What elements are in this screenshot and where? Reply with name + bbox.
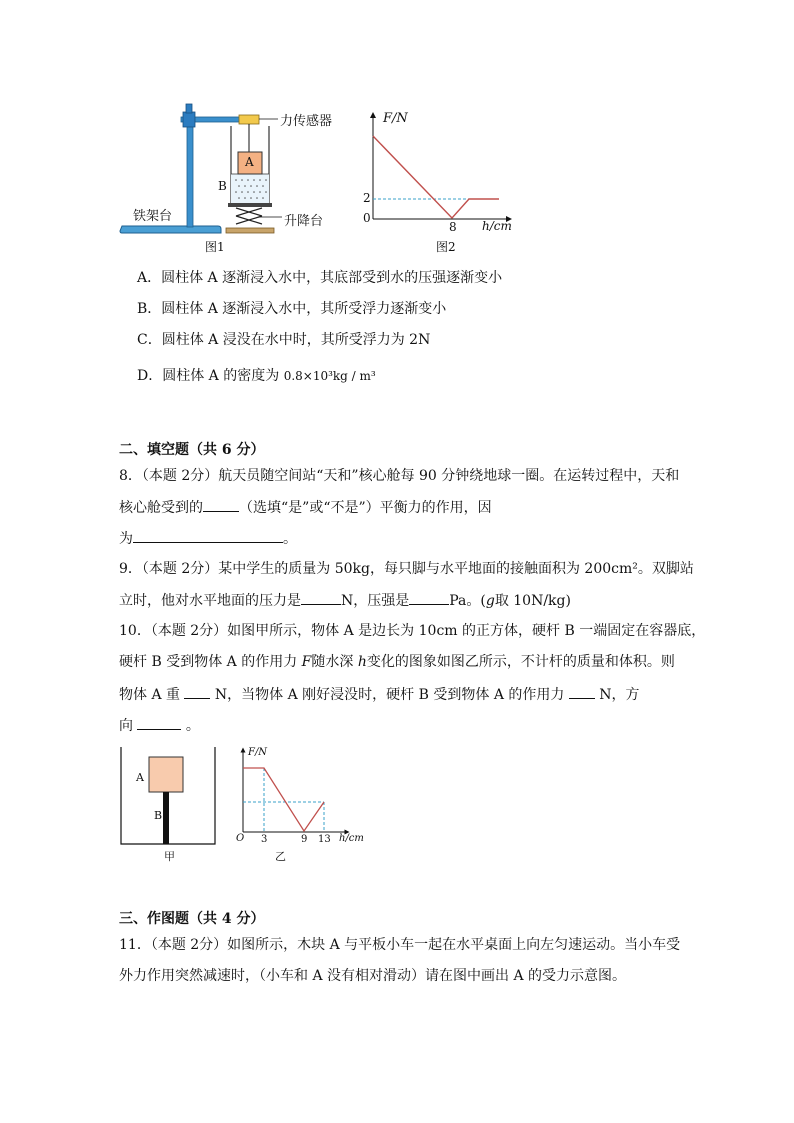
fig2-y-axis-label: F/N <box>383 111 408 126</box>
q10-text-d: 物体 A 重 <box>119 687 185 703</box>
q8-line-1: 8．（本题 2分）航天员随空间站“天和”核心舱每 90 分钟绕地球一圈。在运转过程中，天和 <box>119 468 680 484</box>
q9-text-c: Pa。( <box>449 593 486 609</box>
q10-text-f: N，方 <box>594 687 640 703</box>
fig2-x-axis-label: h/cm <box>482 219 512 233</box>
q8-text-c: 为 <box>119 531 133 547</box>
sensor-label: 力传感器 <box>280 114 333 129</box>
option-a: A．圆柱体 A 逐渐浸入水中，其底部受到水的压强逐渐变小 <box>137 270 503 286</box>
yi-tick-9: 9 <box>301 834 308 845</box>
yi-y-axis-label: F/N <box>248 747 268 758</box>
block-a-label: A <box>245 155 254 169</box>
option-c: C．圆柱体 A 浸没在水中时，其所受浮力为 2N <box>137 332 431 348</box>
jia-a-label: A <box>136 771 144 784</box>
q10-line-1: 10．（本题 2分）如图甲所示，物体 A 是边长为 10cm 的正方体，硬杆 B 一端固定在容器底， <box>119 623 706 639</box>
yi-x-axis-label: h/cm <box>339 833 364 844</box>
q8-text-a: 核心舱受到的 <box>119 500 203 516</box>
q8-text-b: （选填“是”或“不是”）平衡力的作用，因 <box>239 500 492 516</box>
jia-caption: 甲 <box>164 850 175 863</box>
q10-text-g: 向 <box>119 718 138 734</box>
section-2-heading: 二、填空题（共 6 分） <box>119 442 265 458</box>
q9-text-d: 取 10N/kg) <box>494 593 571 609</box>
option-d-value: 0.8×10³kg / m³ <box>283 369 376 383</box>
figure-1-caption: 图1 <box>205 240 225 254</box>
fig2-tick-8: 8 <box>449 220 457 234</box>
option-b: B．圆柱体 A 逐渐浸入水中，其所受浮力逐渐变小 <box>137 301 447 317</box>
yi-curve <box>243 768 324 831</box>
q10-text-e: N，当物体 A 刚好浸没时，硬杆 B 受到物体 A 的作用力 <box>210 687 569 703</box>
q9-g: g <box>485 593 495 609</box>
q10-text-a: 硬杆 B 受到物体 A 的作用力 <box>119 654 302 670</box>
q8-text-d: 。 <box>283 531 297 547</box>
q10-text-b: 随水深 <box>311 654 358 670</box>
fig2-tick-2: 2 <box>363 191 371 205</box>
yi-origin: O <box>236 833 245 844</box>
q11-line-1: 11．（本题 2分）如图所示，木块 A 与平板小车一起在水平桌面上向左匀速运动。当小车受 <box>119 937 681 953</box>
section-3-heading: 三、作图题（共 4 分） <box>119 911 265 927</box>
q9-text-b: N，压强是 <box>341 593 410 609</box>
option-d-prefix: D．圆柱体 A 的密度为 <box>137 368 284 384</box>
yi-tick-3: 3 <box>261 834 268 845</box>
q10-text-h: 。 <box>181 718 200 734</box>
q10-F: F <box>301 654 312 670</box>
container-b-label: B <box>218 179 227 193</box>
q11-line-2: 外力作用突然减速时，（小车和 A 没有相对滑动）请在图中画出 A 的受力示意图。 <box>119 968 627 984</box>
yi-caption: 乙 <box>275 850 286 863</box>
q9-line-1: 9．（本题 2分）某中学生的质量为 50kg，每只脚与水平地面的接触面积为 200cm²。双脚站 <box>119 561 694 577</box>
jia-b-label: B <box>154 809 163 822</box>
q9-text-a: 立时，他对水平地面的压力是 <box>119 593 301 609</box>
yi-tick-13: 13 <box>318 834 331 845</box>
stand-label: 铁架台 <box>133 209 173 224</box>
lift-label: 升降台 <box>284 214 324 229</box>
q10-h: h <box>357 654 367 670</box>
q10-text-c: 变化的图象如图乙所示，不计杆的质量和体积。则 <box>366 654 675 670</box>
figure-2-caption: 图2 <box>436 240 456 254</box>
fig2-origin: 0 <box>363 211 371 225</box>
